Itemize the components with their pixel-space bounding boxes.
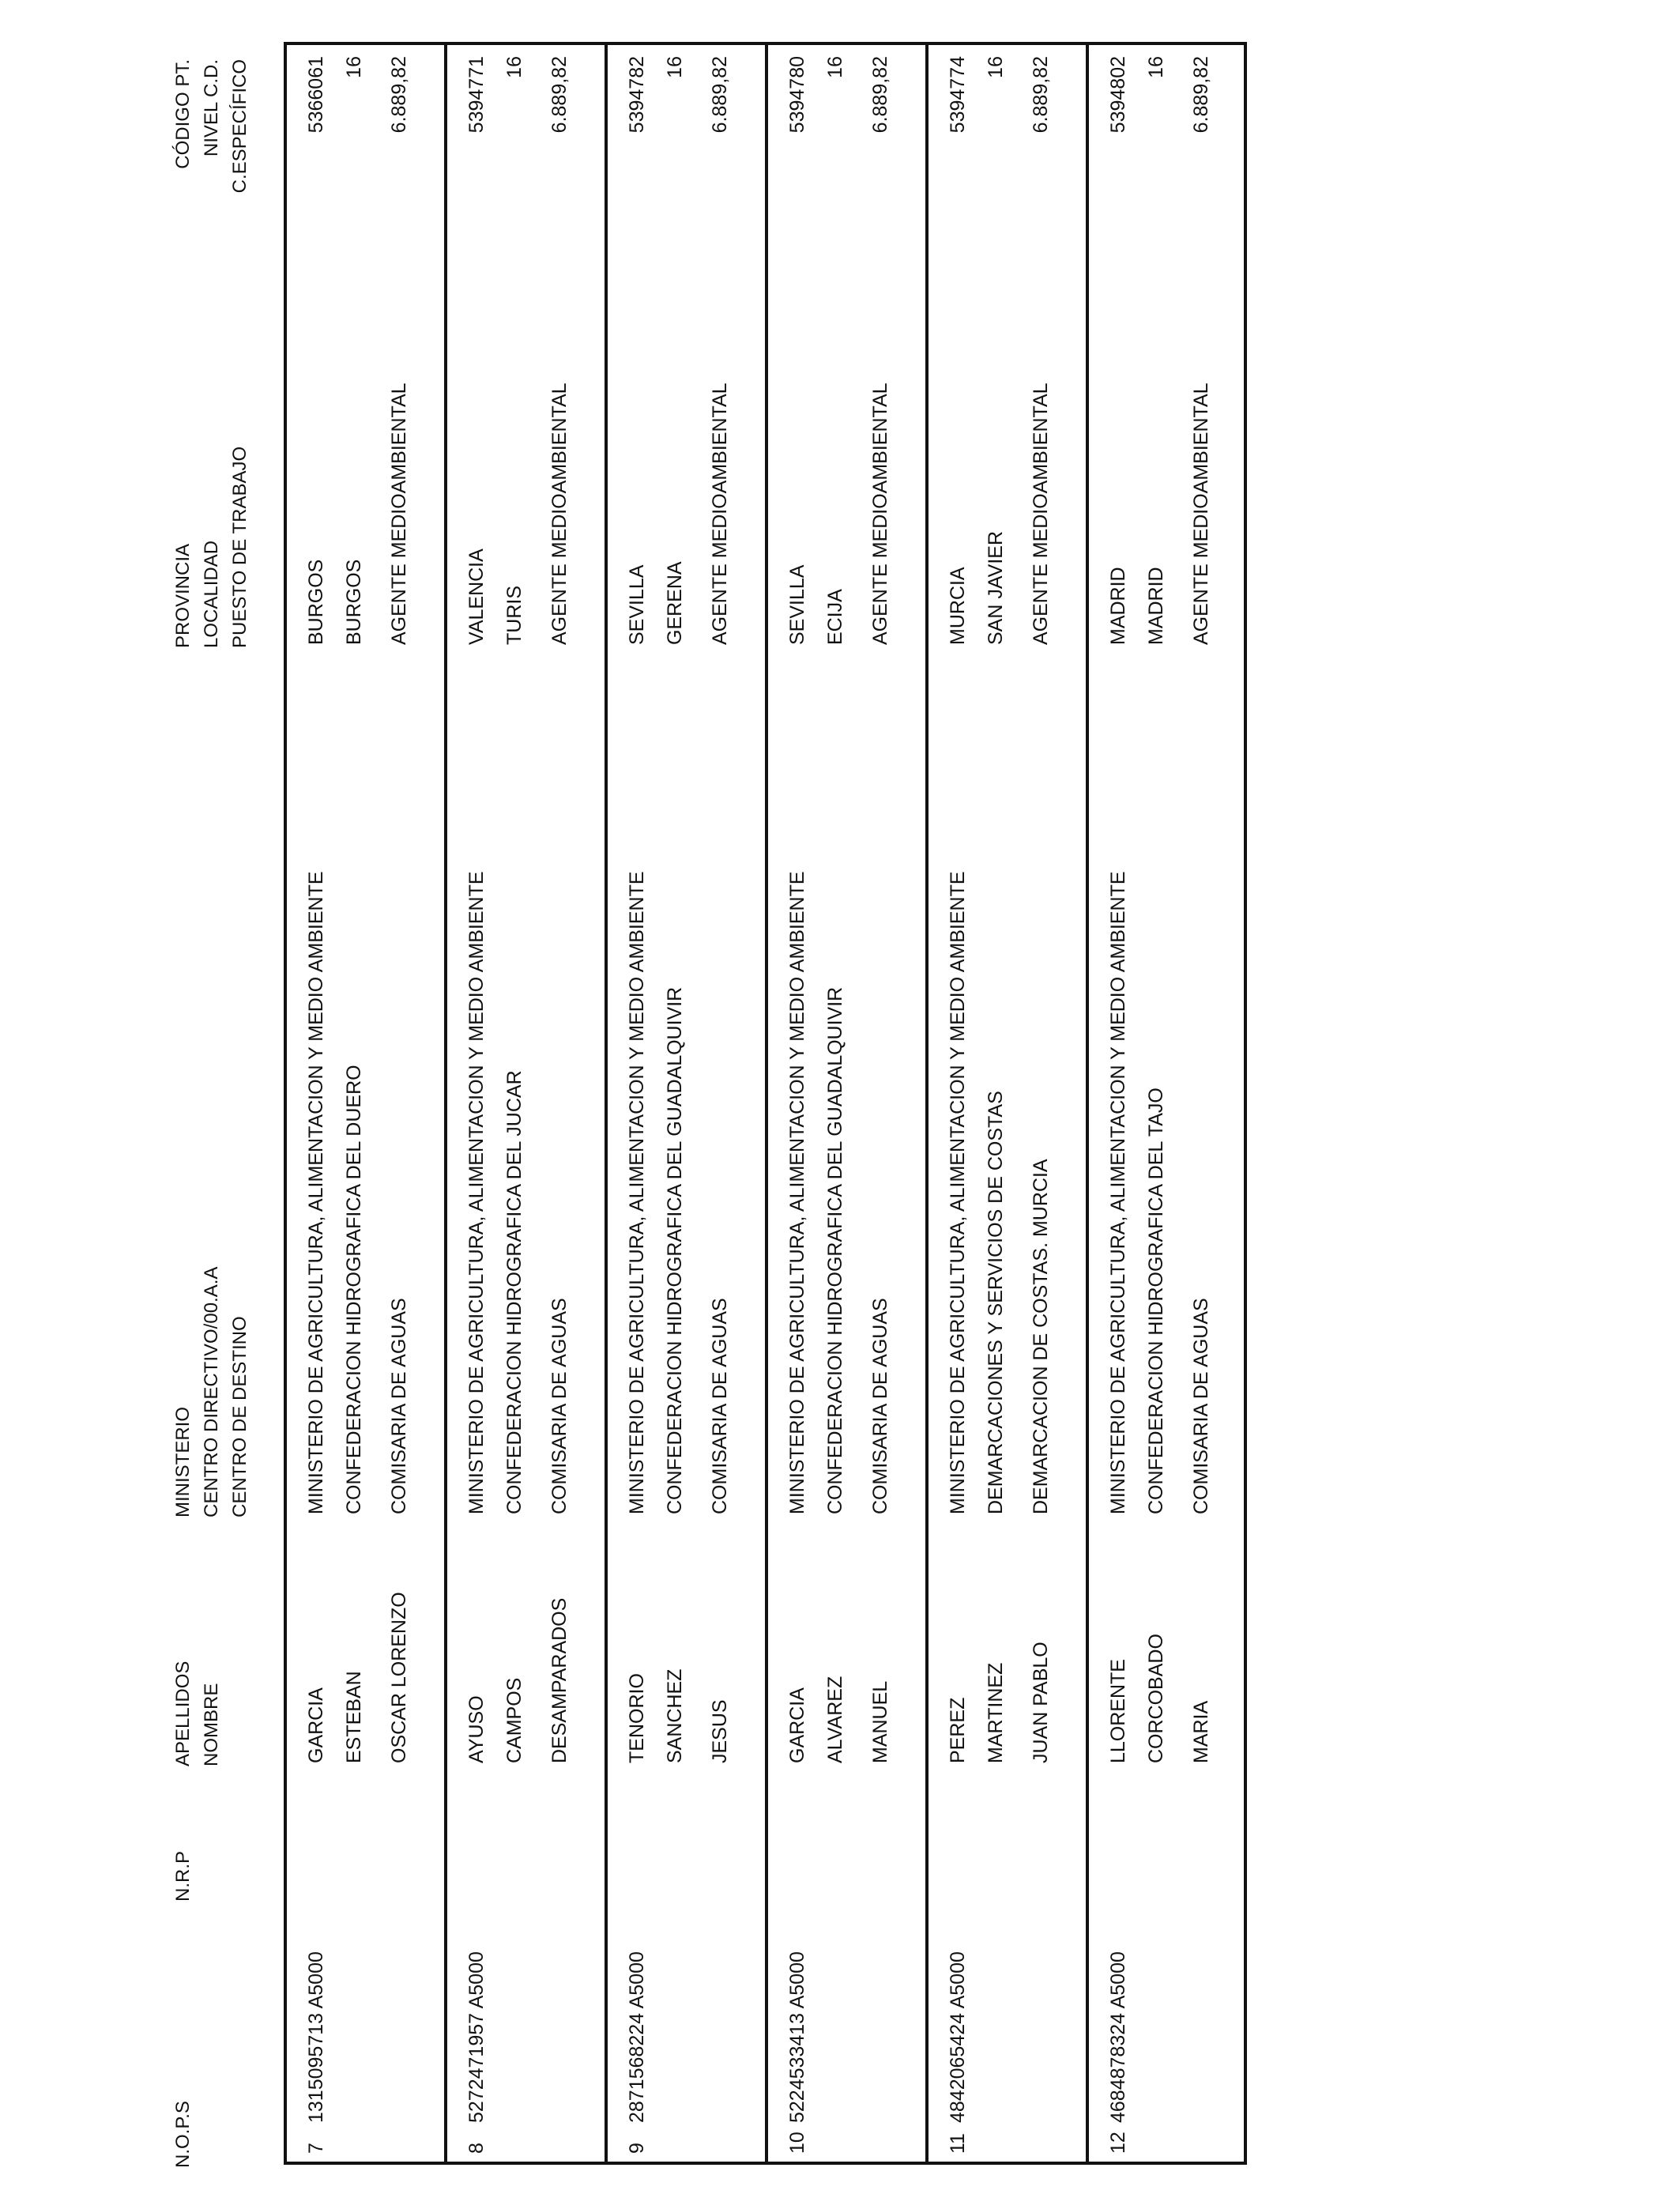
- record-especifico: 6.889,82: [1190, 56, 1212, 134]
- record-nops: 10: [786, 2132, 808, 2154]
- record-ministerio: MINISTERIO DE AGRICULTURA, ALIMENTACION Y MEDIO AMBIENTE: [1107, 871, 1129, 1514]
- record-centro-directivo: CONFEDERACION HIDROGRAFICA DEL DUERO: [343, 1065, 365, 1514]
- header-nrp: [169, 1851, 198, 1902]
- record-nrp: 5272471957 A5000: [465, 1951, 488, 2123]
- record-nrp: 2871568224 A5000: [626, 1951, 648, 2123]
- record-centro-directivo: CONFEDERACION HIDROGRAFICA DEL GUADALQUIVIR: [824, 986, 846, 1514]
- header-codigo-label: CÓDIGO PT.: [172, 59, 194, 169]
- record-especifico: 6.889,82: [1030, 56, 1052, 134]
- record-apellido2: ALVAREZ: [824, 1676, 846, 1763]
- record-nrp: 4842065424 A5000: [947, 1951, 969, 2123]
- record-codigo: 5394771: [465, 56, 488, 134]
- record-row: [608, 45, 768, 2162]
- record-localidad: GERENA: [664, 561, 686, 645]
- record-provincia: BURGOS: [305, 559, 327, 645]
- record-row: [929, 45, 1089, 2162]
- record-provincia: SEVILLA: [786, 564, 808, 645]
- record-puesto: AGENTE MEDIOAMBIENTAL: [869, 383, 891, 645]
- record-provincia: SEVILLA: [626, 564, 648, 645]
- record-ministerio: MINISTERIO DE AGRICULTURA, ALIMENTACION Y MEDIO AMBIENTE: [465, 871, 488, 1514]
- record-nivel: 16: [664, 56, 686, 78]
- header-centro-destino-label: CENTRO DE DESTINO: [229, 1316, 250, 1517]
- header-apellidos: [169, 1661, 226, 1766]
- header-especifico-label: C.ESPECÍFICO: [229, 59, 250, 194]
- header-centro-directivo-label: CENTRO DIRECTIVO/00.A.A: [201, 1266, 222, 1517]
- record-puesto: AGENTE MEDIOAMBIENTAL: [388, 383, 410, 645]
- header-localidad-label: LOCALIDAD: [201, 540, 222, 648]
- header-nops: [169, 2101, 198, 2168]
- record-nombre: OSCAR LORENZO: [388, 1592, 410, 1763]
- header-nombre-label: NOMBRE: [201, 1683, 222, 1766]
- record-codigo: 5394782: [626, 56, 648, 134]
- record-centro-directivo: DEMARCACIONES Y SERVICIOS DE COSTAS: [985, 1091, 1007, 1514]
- record-nrp: 5224533413 A5000: [786, 1951, 808, 2123]
- record-nrp: 4684878324 A5000: [1107, 1951, 1129, 2123]
- record-codigo: 5394774: [947, 56, 969, 134]
- record-ministerio: MINISTERIO DE AGRICULTURA, ALIMENTACION Y MEDIO AMBIENTE: [305, 871, 327, 1514]
- record-apellido1: PEREZ: [947, 1697, 969, 1763]
- record-apellido2: SANCHEZ: [664, 1668, 686, 1763]
- header-ministerio: [169, 1267, 254, 1517]
- record-nivel: 16: [1145, 56, 1167, 78]
- record-nops: 12: [1107, 2132, 1129, 2154]
- record-row: [447, 45, 608, 2162]
- record-localidad: ECIJA: [824, 589, 846, 645]
- record-centro-directivo: CONFEDERACION HIDROGRAFICA DEL GUADALQUIVIR: [664, 986, 686, 1514]
- record-nombre: JESUS: [709, 1699, 731, 1763]
- record-apellido1: AYUSO: [465, 1695, 488, 1763]
- record-nombre: MANUEL: [869, 1680, 891, 1763]
- record-ministerio: MINISTERIO DE AGRICULTURA, ALIMENTACION Y MEDIO AMBIENTE: [626, 871, 648, 1514]
- record-apellido1: LLORENTE: [1107, 1659, 1129, 1763]
- record-nrp: 1315095713 A5000: [305, 1951, 327, 2123]
- record-apellido2: CAMPOS: [503, 1677, 525, 1763]
- record-nivel: 16: [343, 56, 365, 78]
- record-ministerio: MINISTERIO DE AGRICULTURA, ALIMENTACION Y MEDIO AMBIENTE: [786, 871, 808, 1514]
- record-centro-destino: COMISARIA DE AGUAS: [548, 1298, 571, 1514]
- record-apellido2: MARTINEZ: [985, 1662, 1007, 1763]
- record-especifico: 6.889,82: [709, 56, 731, 134]
- record-centro-destino: COMISARIA DE AGUAS: [1190, 1298, 1212, 1514]
- header-ministerio-label: MINISTERIO: [172, 1406, 194, 1517]
- record-nivel: 16: [824, 56, 846, 78]
- record-centro-destino: DEMARCACION DE COSTAS. MURCIA: [1030, 1159, 1052, 1514]
- record-codigo: 5394780: [786, 56, 808, 134]
- record-puesto: AGENTE MEDIOAMBIENTAL: [709, 383, 731, 645]
- record-apellido1: GARCIA: [305, 1687, 327, 1763]
- record-centro-directivo: CONFEDERACION HIDROGRAFICA DEL JUCAR: [503, 1070, 525, 1514]
- record-nombre: DESAMPARADOS: [548, 1597, 571, 1763]
- record-ministerio: MINISTERIO DE AGRICULTURA, ALIMENTACION Y MEDIO AMBIENTE: [947, 871, 969, 1514]
- record-nops: 11: [947, 2133, 969, 2154]
- record-row: [287, 45, 447, 2162]
- record-especifico: 6.889,82: [388, 56, 410, 134]
- record-centro-destino: COMISARIA DE AGUAS: [709, 1298, 731, 1514]
- header-nrp-label: N.R.P: [172, 1850, 194, 1902]
- record-centro-destino: COMISARIA DE AGUAS: [869, 1298, 891, 1514]
- record-localidad: SAN JAVIER: [985, 530, 1007, 645]
- header-codigo: [169, 59, 254, 218]
- record-apellido1: GARCIA: [786, 1687, 808, 1763]
- record-apellido2: CORCOBADO: [1145, 1634, 1167, 1763]
- record-apellido2: ESTEBAN: [343, 1671, 365, 1763]
- record-codigo: 5394802: [1107, 56, 1129, 134]
- record-puesto: AGENTE MEDIOAMBIENTAL: [1030, 383, 1052, 645]
- records-table: [284, 42, 1247, 2165]
- record-centro-destino: COMISARIA DE AGUAS: [388, 1298, 410, 1514]
- header-nivel-label: NIVEL C.D.: [201, 59, 222, 157]
- record-nivel: 16: [503, 56, 525, 78]
- header-apellidos-label: APELLIDOS: [172, 1661, 194, 1766]
- record-row: [1089, 45, 1249, 2162]
- record-provincia: MURCIA: [947, 567, 969, 645]
- record-nops: 8: [465, 2143, 488, 2154]
- record-nops: 7: [305, 2143, 327, 2154]
- header-nops-label: N.O.P.S: [172, 2101, 194, 2168]
- record-codigo: 5366061: [305, 56, 327, 134]
- record-nops: 9: [626, 2143, 648, 2154]
- record-row: [768, 45, 929, 2162]
- header-provincia-label: PROVINCIA: [172, 543, 194, 648]
- record-puesto: AGENTE MEDIOAMBIENTAL: [548, 383, 571, 645]
- record-localidad: MADRID: [1145, 567, 1167, 645]
- record-localidad: TURIS: [503, 586, 525, 645]
- record-especifico: 6.889,82: [869, 56, 891, 134]
- record-nivel: 16: [985, 56, 1007, 78]
- record-nombre: MARIA: [1190, 1700, 1212, 1763]
- record-puesto: AGENTE MEDIOAMBIENTAL: [1190, 383, 1212, 645]
- record-apellido1: TENORIO: [626, 1673, 648, 1763]
- header-provincia: [169, 447, 254, 648]
- header-puesto-label: PUESTO DE TRABAJO: [229, 446, 250, 648]
- record-nombre: JUAN PABLO: [1030, 1642, 1052, 1763]
- record-localidad: BURGOS: [343, 559, 365, 645]
- record-centro-directivo: CONFEDERACION HIDROGRAFICA DEL TAJO: [1145, 1088, 1167, 1514]
- record-provincia: VALENCIA: [465, 548, 488, 645]
- record-provincia: MADRID: [1107, 567, 1129, 645]
- record-especifico: 6.889,82: [548, 56, 571, 134]
